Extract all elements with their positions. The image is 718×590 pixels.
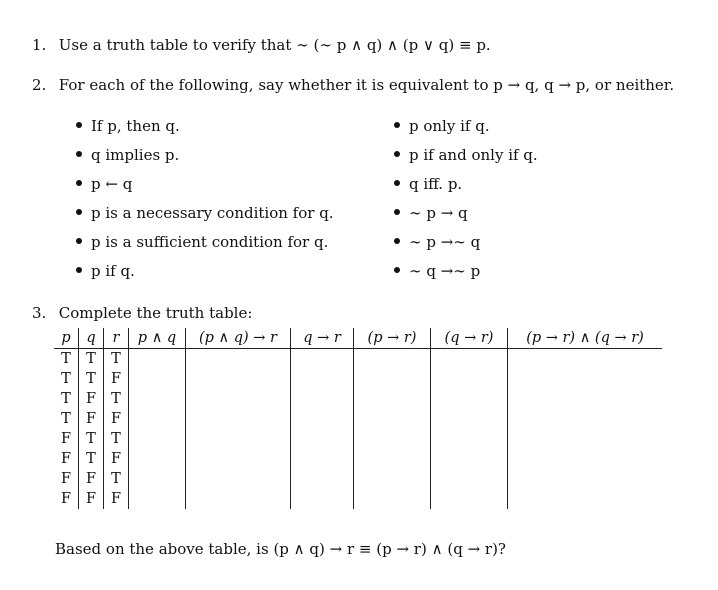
truth-value-cell: T [104,429,129,449]
statement-item: p is a necessary condition for q. [76,199,334,228]
truth-value-cell: F [79,469,104,489]
answer-cell [508,349,663,370]
statement-item: p if and only if q. [394,141,538,170]
bullet-icon [76,238,82,244]
truth-value-cell: F [104,489,129,509]
statement-column-right [394,112,538,286]
statement-item: q implies p. [76,141,334,170]
header-p: p [54,328,79,349]
bullet-icon [394,180,400,186]
header-p-implies-r: (p → r) [354,328,431,349]
truth-value-cell: T [61,391,71,407]
table-row [54,489,662,509]
truth-table-header-row [54,328,662,349]
statement-item: p ← q [76,170,334,199]
table-row [54,409,662,429]
answer-cell [186,389,291,409]
bullet-icon [76,209,82,215]
answer-cell [431,389,508,409]
answer-cell [186,369,291,389]
statement-item: q iff. p. [394,170,538,199]
statement-item: If p, then q. [76,112,334,141]
truth-value-cell: T [79,429,104,449]
answer-cell [354,449,431,469]
problem-2 [32,76,674,94]
answer-cell [129,489,186,509]
answer-cell [291,409,354,429]
bullet-icon [76,151,82,157]
bullet-icon [394,267,400,273]
problem-number: 3. [32,304,47,322]
statement-item: ∼ q →∼ p [394,257,538,286]
answer-cell [431,409,508,429]
answer-cell [431,489,508,509]
answer-cell [354,409,431,429]
answer-cell [129,449,186,469]
problem-number: 1. [32,36,47,54]
question-text: Based on the above table, is (p ∧ q) → r ≡ (p → r) ∧ (q → r)? [55,540,506,558]
truth-value-cell: F [79,409,104,429]
answer-cell [186,449,291,469]
answer-cell [186,489,291,509]
header-conjunction: (p → r) ∧ (q → r) [508,328,663,349]
answer-cell [291,349,354,370]
answer-cell [508,469,663,489]
truth-value-cell: T [79,349,104,370]
truth-value-cell: F [104,409,129,429]
table-row [54,349,662,370]
bullet-icon [394,209,400,215]
answer-cell [354,429,431,449]
bullet-icon [394,151,400,157]
answer-cell [508,389,663,409]
truth-value-cell: T [104,469,129,489]
header-q: q [79,328,104,349]
answer-cell [186,469,291,489]
answer-cell [129,429,186,449]
answer-cell [508,369,663,389]
truth-value-cell: T [61,351,71,367]
header-r: r [104,328,129,349]
statement-column-left [76,112,334,286]
table-row [54,369,662,389]
bullet-icon [76,180,82,186]
truth-value-cell: F [79,489,104,509]
truth-value-cell: T [104,389,129,409]
answer-cell [431,449,508,469]
answer-cell [508,489,663,509]
table-row [54,429,662,449]
answer-cell [129,409,186,429]
truth-value-cell: T [79,369,104,389]
statement-item: p if q. [76,257,334,286]
answer-cell [291,429,354,449]
truth-value-cell: T [104,349,129,370]
truth-value-cell: T [61,371,71,387]
answer-cell [186,409,291,429]
answer-cell [431,429,508,449]
answer-cell [508,449,663,469]
truth-value-cell: F [60,491,72,507]
truth-table-body [54,349,662,510]
statement-item: ∼ p →∼ q [394,228,538,257]
answer-cell [186,429,291,449]
truth-value-cell: T [79,449,104,469]
answer-cell [354,469,431,489]
header-q-implies-r-paren: (q → r) [431,328,508,349]
statement-item: p only if q. [394,112,538,141]
table-row [54,449,662,469]
answer-cell [129,369,186,389]
truth-value-cell: T [61,411,71,427]
problem-text: Complete the truth table: [58,304,253,322]
answer-cell [354,349,431,370]
answer-cell [354,489,431,509]
statement-item: ∼ p → q [394,199,538,228]
answer-cell [186,349,291,370]
answer-cell [431,469,508,489]
bullet-icon [76,267,82,273]
answer-cell [291,469,354,489]
answer-cell [508,409,663,429]
problem-text: For each of the following, say whether it is equivalent to p → q, q → p, or neither. [58,76,675,94]
answer-cell [354,389,431,409]
answer-cell [291,489,354,509]
answer-cell [508,429,663,449]
answer-cell [354,369,431,389]
answer-cell [431,349,508,370]
table-row [54,389,662,409]
problem-1 [32,36,491,54]
truth-value-cell: F [60,471,72,487]
table-row [54,469,662,489]
header-p-and-q: p ∧ q [129,328,186,349]
answer-cell [291,389,354,409]
truth-value-cell: F [79,389,104,409]
truth-value-cell: F [60,451,72,467]
answer-cell [129,349,186,370]
statement-item: p is a sufficient condition for q. [76,228,334,257]
bullet-icon [76,122,82,128]
problem-text: Use a truth table to verify that ∼ (∼ p ∧ q) ∧ (p ∨ q) ≡ p. [58,36,491,54]
truth-value-cell: F [104,449,129,469]
answer-cell [129,389,186,409]
header-q-implies-r: q → r [291,328,354,349]
answer-cell [291,369,354,389]
problem-number: 2. [32,76,47,94]
truth-value-cell: F [104,369,129,389]
bullet-icon [394,238,400,244]
answer-cell [129,469,186,489]
answer-cell [431,369,508,389]
header-p-and-q-implies-r: (p ∧ q) → r [186,328,291,349]
problem-3 [32,304,252,322]
truth-value-cell: F [60,431,72,447]
bullet-icon [394,122,400,128]
truth-table [54,328,662,509]
answer-cell [291,449,354,469]
